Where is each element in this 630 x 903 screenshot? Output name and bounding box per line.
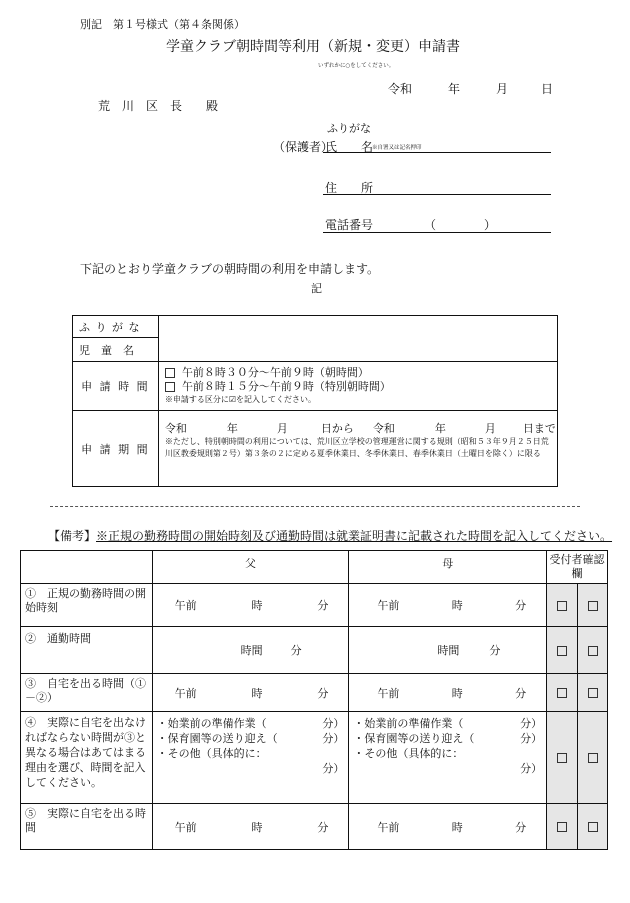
checkbox-icon[interactable]	[557, 601, 567, 611]
furigana-cell-label: ふ り が な	[73, 316, 159, 338]
name-underline	[323, 152, 551, 153]
check-cell[interactable]	[578, 804, 608, 850]
period-to-year: 年	[434, 422, 446, 435]
checkbox-icon[interactable]	[557, 646, 567, 656]
row-1-label: ① 正規の勤務時間の開始時刻	[21, 584, 153, 627]
remarks-text: ※正規の勤務時間の開始時刻及び通勤時間は就業証明書に記載された時間を記入してください。	[96, 529, 613, 543]
reason-nursery: ・保育園等の送り迎え（	[353, 732, 475, 745]
applicant-role: （保護者）	[273, 140, 334, 154]
remarks-label: 【備考】	[48, 529, 97, 543]
addressee: 荒 川 区 長 殿	[98, 99, 219, 113]
option-1[interactable]	[165, 366, 553, 380]
divider	[50, 506, 580, 507]
reason-other: ・その他（具体的に：	[353, 747, 464, 760]
period-to-month: 月	[484, 422, 496, 435]
applicant-address-label: 住 所	[325, 181, 374, 195]
check-cell[interactable]	[547, 584, 578, 627]
period-from-month: 月	[276, 422, 288, 435]
check-cell[interactable]	[547, 674, 578, 712]
phone-underline	[323, 232, 551, 233]
option-2[interactable]	[165, 380, 553, 394]
applicant-phone-parens: （ ）	[424, 218, 497, 232]
row-4-label: ④ 実際に自宅を出なければならない時間が③と異なる場合はあてはまる理由を選び、時間を記入してください。	[21, 712, 153, 804]
option-1-label: 午前８時３０分～午前９時（朝時間）	[181, 366, 369, 379]
intro-text: 下記のとおり学童クラブの朝時間の利用を申請します。	[80, 262, 380, 276]
check-cell[interactable]	[578, 627, 608, 674]
checkbox-icon[interactable]	[557, 822, 567, 832]
reason-prep: ・始業前の準備作業（	[156, 717, 267, 730]
time-note: ※申請する区分に☑を記入してください。	[164, 395, 317, 404]
hour-label: 時	[251, 599, 263, 612]
am-label: 午前	[174, 599, 197, 612]
form-reference: 別記 第１号様式（第４条関係）	[80, 18, 245, 31]
applicant-name-label: 氏 名	[325, 140, 374, 154]
period-label: 申 請 期 間	[73, 411, 159, 487]
reason-nursery: ・保育園等の送り迎え（	[156, 732, 278, 745]
circle-note: いずれかに○をしてください。	[318, 63, 395, 69]
minute-label: 分	[515, 820, 527, 834]
checkbox-icon[interactable]	[165, 382, 175, 392]
period-to-era: 令和	[372, 422, 395, 435]
reason-other: ・その他（具体的に：	[156, 747, 267, 760]
hour-label: 時	[451, 599, 463, 612]
time-label: 申 請 時 間	[73, 362, 159, 411]
row-3-label: ③ 自宅を出る時間（①－②）	[21, 674, 153, 712]
minute-close: 分）	[322, 732, 345, 745]
checkbox-icon[interactable]	[588, 601, 598, 611]
father-leave-time[interactable]	[152, 674, 349, 712]
period-from-year: 年	[226, 422, 238, 435]
minute-label: 分	[489, 644, 501, 657]
minute-close: 分）	[322, 762, 345, 775]
minute-close: 分）	[520, 717, 543, 730]
hour-label: 時	[451, 820, 463, 834]
reception-header: 受付者確認欄	[547, 551, 608, 584]
date-month: 月	[496, 82, 509, 96]
period-from-era: 令和	[164, 422, 187, 435]
check-cell[interactable]	[547, 712, 578, 804]
mother-commute[interactable]	[349, 627, 547, 674]
row-2-label: ② 通勤時間	[21, 627, 153, 674]
minute-label: 分	[290, 644, 302, 657]
checkbox-icon[interactable]	[588, 688, 598, 698]
period-from-day: 日から	[320, 422, 354, 435]
hour-label: 時	[451, 686, 463, 700]
header-blank	[21, 551, 153, 584]
checkbox-icon[interactable]	[557, 753, 567, 763]
hour-label: 時	[251, 686, 263, 700]
minute-close: 分）	[322, 717, 345, 730]
checkbox-icon[interactable]	[588, 753, 598, 763]
father-start-time[interactable]	[152, 584, 349, 627]
date-day: 日	[541, 82, 554, 96]
child-name-label: 児 童 名	[73, 338, 159, 362]
father-actual-leave[interactable]	[152, 804, 349, 850]
hours-label: 時間	[240, 644, 263, 657]
mother-actual-leave[interactable]	[349, 804, 547, 850]
minute-label: 分	[317, 686, 329, 700]
check-cell[interactable]	[578, 584, 608, 627]
checkbox-icon[interactable]	[588, 822, 598, 832]
check-cell[interactable]	[578, 712, 608, 804]
checkbox-icon[interactable]	[165, 368, 175, 378]
minute-label: 分	[317, 599, 329, 612]
option-2-label: 午前８時１５分～午前９時（特別朝時間）	[181, 380, 391, 393]
row-5-label: ⑤ 実際に自宅を出る時間	[21, 804, 153, 850]
page-title: 学童クラブ朝時間等利用（新規・変更）申請書	[166, 39, 460, 55]
check-cell[interactable]	[578, 674, 608, 712]
minute-label: 分	[515, 599, 527, 612]
minute-label: 分	[317, 820, 329, 834]
mother-start-time[interactable]	[349, 584, 547, 627]
date-year: 年	[448, 82, 461, 96]
mother-header: 母	[349, 551, 547, 584]
checkbox-icon[interactable]	[557, 688, 567, 698]
address-underline	[323, 194, 551, 195]
mother-leave-time[interactable]	[349, 674, 547, 712]
check-cell[interactable]	[547, 627, 578, 674]
minute-close: 分）	[520, 732, 543, 745]
am-label: 午前	[377, 599, 400, 612]
applicant-name-note: ※自署又は記名押印	[372, 145, 422, 151]
father-reasons[interactable]	[152, 712, 349, 804]
am-label: 午前	[377, 820, 400, 834]
father-commute[interactable]	[152, 627, 349, 674]
minute-label: 分	[515, 686, 527, 700]
remarks	[48, 527, 612, 544]
work-table	[20, 550, 608, 850]
child-name-input-cell[interactable]	[158, 316, 557, 362]
ki-label: 記	[311, 282, 322, 295]
checkbox-icon[interactable]	[588, 646, 598, 656]
period-note: ※ただし、特別朝時間の利用については、荒川区立学校の管理運営に関する規則（昭和５３年９月２５日荒川区教委規則第２号）第３条の２に定める夏季休業日、冬季休業日、春季休業日（土曜日を除く）に限る	[164, 437, 549, 458]
check-cell[interactable]	[547, 804, 578, 850]
period-dates[interactable]	[164, 420, 556, 436]
am-label: 午前	[174, 820, 197, 834]
applicant-furigana-label: ふりがな	[327, 122, 371, 135]
am-label: 午前	[377, 686, 400, 700]
date-era: 令和	[388, 82, 413, 96]
hour-label: 時	[251, 820, 263, 834]
hours-label: 時間	[437, 644, 460, 657]
applicant-phone-label: 電話番号	[325, 218, 374, 232]
am-label: 午前	[174, 686, 197, 700]
minute-close: 分）	[520, 762, 543, 775]
application-table	[72, 315, 558, 487]
reason-prep: ・始業前の準備作業（	[353, 717, 464, 730]
mother-reasons[interactable]	[349, 712, 547, 804]
father-header: 父	[152, 551, 349, 584]
period-to-day: 日まで	[522, 422, 556, 435]
